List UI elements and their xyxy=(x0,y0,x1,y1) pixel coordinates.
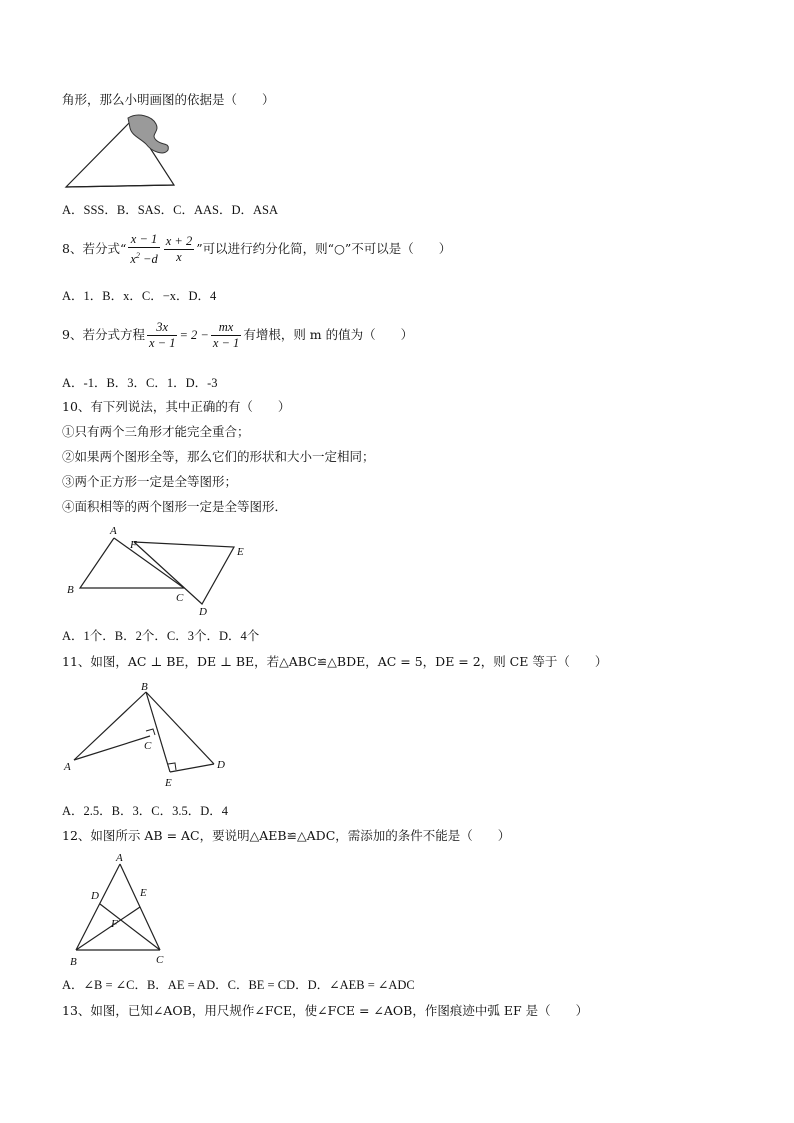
q10-stem: 10、有下列说法，其中正确的有（ ） xyxy=(62,399,291,414)
q8-frac1-den-a: x xyxy=(130,252,136,267)
q11-stem: 11、如图，AC ⊥ BE，DE ⊥ BE，若△ABC≌△BDE，AC = 5，DE = 2，则 CE 等于（ ） xyxy=(62,654,608,669)
q12-seg-ab xyxy=(76,864,120,950)
q8-fraction-1 xyxy=(128,232,159,267)
q10-label-f: F xyxy=(130,539,137,551)
q12-label-e: E xyxy=(140,887,147,899)
q10-figure xyxy=(62,522,252,622)
q12-figure xyxy=(62,852,182,972)
q9-prefix: 9、若分式方程 xyxy=(62,327,145,342)
q9-lhs-fraction xyxy=(147,320,177,351)
q8-frac1-den-exp: 2 xyxy=(135,251,140,260)
q9-options: A．-1．B．3．C．1．D．-3 xyxy=(62,376,218,390)
q12-stem: 12、如图所示 AB = AC，要说明△AEB≌△ADC，需添加的条件不能是（ ） xyxy=(62,828,511,843)
q12-options: A．∠B = ∠C．B．AE = AD．C．BE = CD．D．∠AEB = ∠ADC xyxy=(62,978,415,992)
q10-label-e: E xyxy=(237,546,244,558)
q10-statement-2: ②如果两个图形全等，那么它们的形状和大小一定相同； xyxy=(62,449,375,464)
q8-stem xyxy=(62,232,451,267)
q10-label-b: B xyxy=(67,584,74,596)
q8-frac2-num: x + 2 xyxy=(165,234,193,249)
q8-frac1-num: x − 1 xyxy=(128,232,159,248)
q8-fraction-2 xyxy=(164,234,194,265)
q11-label-a: A xyxy=(64,761,71,773)
q11-seg-ac xyxy=(74,736,150,760)
q9-suffix: 有增根，则 m 的值为（ ） xyxy=(243,327,414,342)
q10-statement-3: ③两个正方形一定是全等图形； xyxy=(62,474,238,489)
q13-stem: 13、如图，已知∠AOB，用尺规作∠FCE，使∠FCE = ∠AOB，作图痕迹中弧 EF 是（ ） xyxy=(62,1003,589,1018)
q9-lhs-den: x − 1 xyxy=(148,336,176,350)
q10-label-a: A xyxy=(110,525,117,537)
q8-frac1-den-b: −d xyxy=(139,252,158,267)
q12-label-f: F xyxy=(111,918,118,930)
q11-label-c: C xyxy=(144,740,152,752)
q7-torn-patch xyxy=(128,115,168,153)
q8-prefix: 8、若分式“ xyxy=(62,241,127,257)
q8-suffix: ”可以进行约分化简，则“○”不可以是（ ） xyxy=(196,241,452,257)
q12-seg-cd xyxy=(100,904,160,950)
q7-options: A．SSS．B．SAS．C．AAS．D．ASA xyxy=(62,203,279,217)
q12-label-b: B xyxy=(70,956,77,968)
q12-label-d: D xyxy=(91,890,99,902)
q7-figure xyxy=(60,112,190,192)
q12-label-c: C xyxy=(156,954,164,966)
q12-seg-be xyxy=(76,907,140,950)
q9-rhs-num: mx xyxy=(211,320,241,336)
q8-frac2-den: x xyxy=(176,250,182,265)
q9-rhs-fraction xyxy=(211,320,241,351)
q11-figure xyxy=(62,680,242,790)
q9-lhs-num: 3x xyxy=(147,320,177,336)
q11-label-d: D xyxy=(217,759,225,771)
q7-base-line xyxy=(66,185,174,187)
q11-label-e: E xyxy=(165,777,172,789)
q11-label-b: B xyxy=(141,681,148,693)
q7-triangle xyxy=(66,120,174,187)
q10-options: A．1个．B．2个．C．3个．D．4个 xyxy=(62,629,260,643)
q10-statement-4: ④面积相等的两个图形一定是全等图形． xyxy=(62,499,288,514)
q9-stem xyxy=(62,320,413,351)
q10-label-d: D xyxy=(199,606,207,618)
q12-label-a: A xyxy=(116,852,123,864)
q10-label-c: C xyxy=(176,592,184,604)
q10-statement-1: ①只有两个三角形才能完全重合； xyxy=(62,424,250,439)
q11-right-angle-c xyxy=(146,729,155,735)
q7-stem: 角形，那么小明画图的依据是（ ） xyxy=(62,92,275,107)
q11-options: A．2.5．B．3．C．3.5．D．4 xyxy=(62,804,228,818)
q11-seg-ed xyxy=(170,764,214,772)
q10-triangle-def xyxy=(134,542,234,604)
q11-seg-ab xyxy=(74,692,146,760)
q9-rhs-den: x − 1 xyxy=(212,336,240,350)
q9-mid: = 2 − xyxy=(179,328,209,342)
q8-frac1-den xyxy=(128,248,159,267)
q8-options: A．1．B．x．C．−x．D．4 xyxy=(62,289,217,303)
